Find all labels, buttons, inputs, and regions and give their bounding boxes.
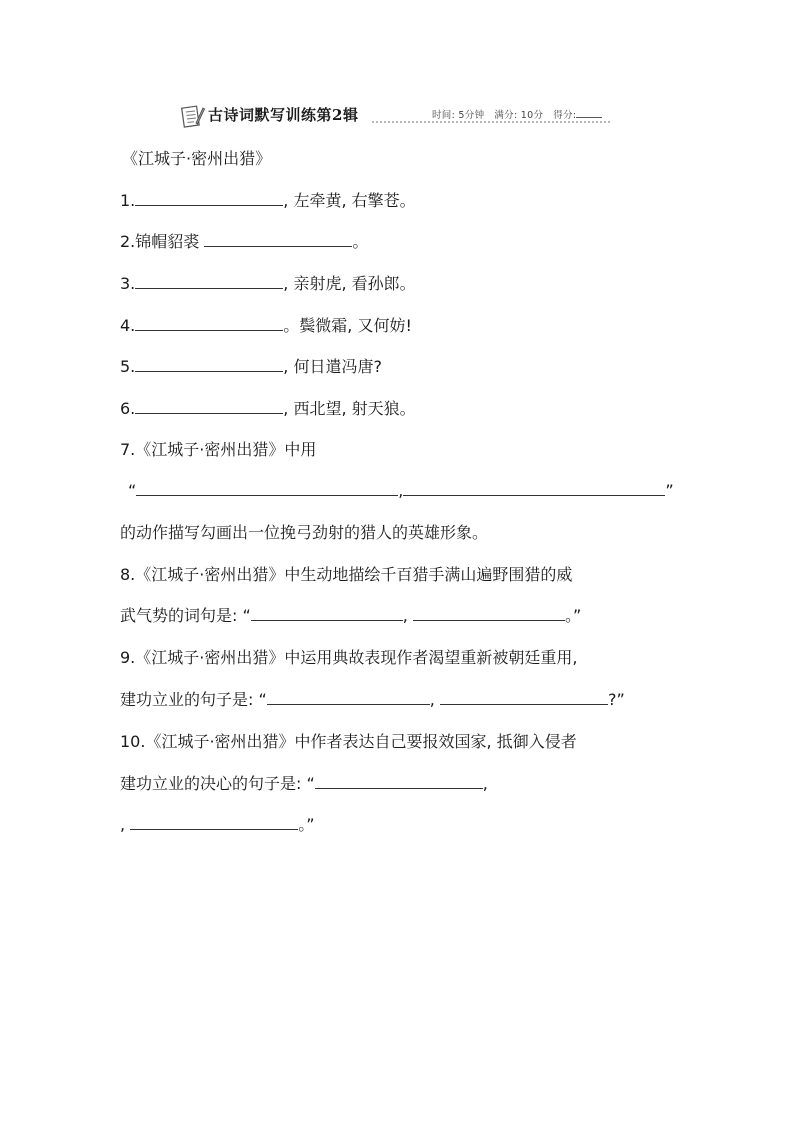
question-8-line-2 bbox=[120, 605, 581, 627]
worksheet-title: 古诗词默写训练第2辑 bbox=[208, 106, 359, 124]
question-9-line-1: 9.《江城子·密州出猎》中运用典故表现作者渴望重新被朝廷重用, bbox=[120, 648, 578, 667]
question-3 bbox=[120, 273, 416, 295]
q7-blank-1[interactable] bbox=[136, 481, 398, 496]
question-7-line-3: 的动作描写勾画出一位挽弓劲射的猎人的英雄形象。 bbox=[120, 523, 489, 542]
header-meta bbox=[432, 107, 602, 121]
question-9-line-2 bbox=[120, 689, 625, 711]
notebook-pencil-icon bbox=[181, 103, 205, 129]
q8-prefix: 武气势的词句是: “ bbox=[120, 606, 251, 625]
q5-text: , 何日遣冯唐? bbox=[283, 357, 382, 376]
q10-blank-2[interactable] bbox=[130, 815, 298, 830]
question-4 bbox=[120, 315, 412, 337]
q2-number: 2. bbox=[120, 232, 136, 251]
q2-text: 。 bbox=[352, 232, 369, 251]
q7-comma: , bbox=[398, 481, 404, 500]
question-1 bbox=[120, 190, 416, 212]
q10-comma: , bbox=[482, 774, 488, 793]
q4-blank[interactable] bbox=[135, 316, 283, 331]
question-2 bbox=[120, 231, 368, 253]
q8-blank-1[interactable] bbox=[251, 606, 403, 621]
q6-text: , 西北望, 射天狼。 bbox=[283, 399, 416, 418]
q7-close-quote: ” bbox=[665, 481, 674, 500]
q5-blank[interactable] bbox=[135, 357, 283, 372]
q4-number: 4. bbox=[120, 316, 136, 335]
q2-blank[interactable] bbox=[204, 232, 352, 247]
q3-number: 3. bbox=[120, 274, 136, 293]
question-5 bbox=[120, 356, 382, 378]
got-label: 得分: bbox=[553, 110, 577, 121]
q3-blank[interactable] bbox=[135, 274, 283, 289]
q9-end: ?” bbox=[607, 690, 625, 709]
question-6 bbox=[120, 398, 416, 420]
question-10-line-1: 10.《江城子·密州出猎》中作者表达自己要报效国家, 抵御入侵者 bbox=[120, 732, 577, 751]
q10-blank-1[interactable] bbox=[315, 774, 483, 789]
q8-blank-2[interactable] bbox=[413, 606, 565, 621]
question-8-line-1: 8.《江城子·密州出猎》中生动地描绘千百猎手满山遍野围猎的威 bbox=[120, 565, 573, 584]
q1-number: 1. bbox=[120, 191, 136, 210]
poem-title: 《江城子·密州出猎》 bbox=[122, 149, 272, 168]
q4-text: 。鬓微霜, 又何妨! bbox=[283, 316, 412, 335]
q7-open-quote: “ bbox=[128, 481, 137, 500]
q1-blank[interactable] bbox=[135, 191, 283, 206]
q6-number: 6. bbox=[120, 399, 136, 418]
q8-comma: , bbox=[402, 606, 408, 625]
q10-line3-comma: , bbox=[120, 815, 126, 834]
q10-prefix: 建功立业的决心的句子是: “ bbox=[120, 774, 315, 793]
q9-comma: , bbox=[429, 690, 435, 709]
q10-end: 。” bbox=[298, 815, 315, 834]
q9-blank-1[interactable] bbox=[267, 690, 430, 705]
q2-prefix: 锦帽貂裘 bbox=[135, 232, 200, 251]
q5-number: 5. bbox=[120, 357, 136, 376]
q6-blank[interactable] bbox=[135, 399, 283, 414]
time-label: 时间: 5分钟 bbox=[432, 110, 485, 121]
q8-end: 。” bbox=[564, 606, 582, 625]
question-7-line-2 bbox=[128, 480, 674, 502]
q1-text: , 左牵黄, 右擎苍。 bbox=[283, 191, 416, 210]
question-7-line-1: 7.《江城子·密州出猎》中用 bbox=[120, 440, 317, 459]
question-10-line-2 bbox=[120, 773, 488, 795]
header-dotted-rule bbox=[372, 121, 610, 123]
q3-text: , 亲射虎, 看孙郎。 bbox=[283, 274, 416, 293]
question-10-line-3 bbox=[120, 814, 314, 836]
score-blank[interactable] bbox=[576, 108, 602, 118]
q9-prefix: 建功立业的句子是: “ bbox=[120, 690, 267, 709]
q9-blank-2[interactable] bbox=[440, 690, 608, 705]
score-label: 满分: 10分 bbox=[494, 110, 544, 121]
q7-blank-2[interactable] bbox=[403, 481, 665, 496]
